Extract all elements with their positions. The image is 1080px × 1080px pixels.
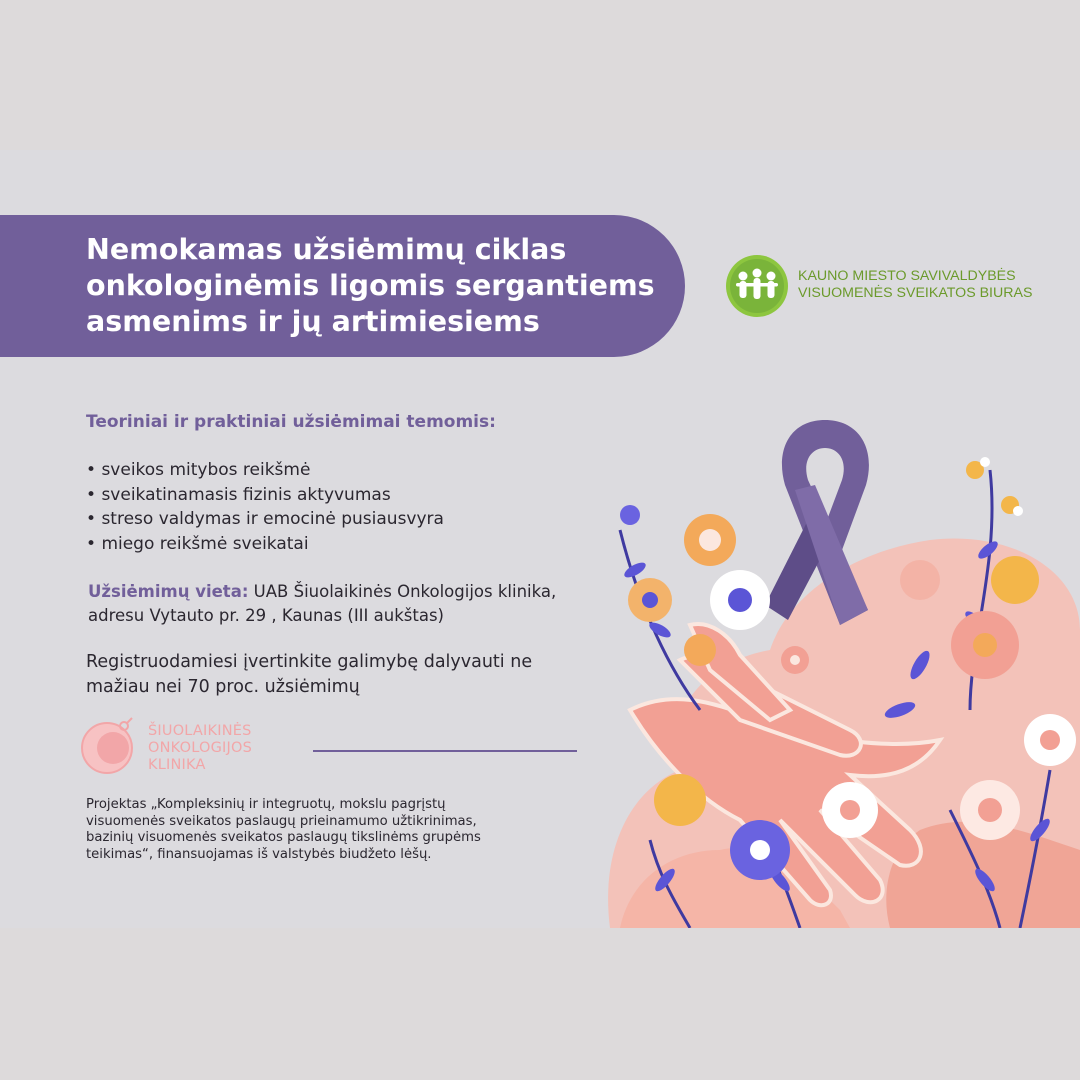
venue-info: [88, 580, 588, 628]
clinic-logo-line1: ŠIUOLAIKINĖS: [148, 723, 252, 739]
clinic-logo-icon: [80, 717, 142, 775]
clinic-logo-text: [148, 723, 252, 774]
list-item: • sveikos mitybos reikšmė: [86, 458, 444, 483]
kmsvb-logo-line2: VISUOMENĖS SVEIKATOS BIURAS: [798, 285, 1033, 301]
kmsvb-logo: [726, 255, 1066, 317]
registration-note: Registruodamiesi įvertinkite galimybę dalyvauti ne mažiau nei 70 proc. užsiėmimų: [86, 652, 533, 697]
kmsvb-logo-line1: KAUNO MIESTO SAVIVALDYBĖS: [798, 268, 1016, 284]
venue-line2: adresu Vytauto pr. 29 , Kaunas (III aukštas): [88, 606, 444, 625]
clinic-logo-line3: KLINIKA: [148, 757, 206, 773]
topics-heading: Teoriniai ir praktiniai užsiėmimai temomis:: [86, 412, 496, 432]
divider: [313, 750, 577, 752]
page-title: Nemokamas užsiėmimų ciklas onkologinėmis ligomis sergantiems asmenims ir jų artimiesiems: [86, 233, 655, 338]
clinic-logo-line2: ONKOLOGIJOS: [148, 740, 252, 756]
venue-label: Užsiėmimų vieta:: [88, 582, 249, 601]
funding-note: Projektas „Kompleksinių ir integruotų, mokslu pagrįstų visuomenės sveikatos paslaugų prieinamumo užtikrinimas, bazinių visuomenės sveikatos paslaugų tikslinėms grupėms teikimas“, finansuojamas iš valstybės biudžeto lėšų.: [86, 797, 481, 862]
list-item: • sveikatinamasis fizinis aktyvumas: [86, 483, 444, 508]
clinic-logo: [80, 717, 280, 777]
list-item: • streso valdymas ir emocinė pusiausvyra: [86, 507, 444, 532]
topics-list: [86, 458, 444, 556]
awareness-ribbon-hand-flowers-illustration: [590, 410, 1080, 928]
venue-line1: UAB Šiuolaikinės Onkologijos klinika,: [248, 582, 557, 601]
kmsvb-logo-text: [798, 268, 1032, 302]
people-in-circle-logo-icon: [726, 255, 788, 317]
list-item: • miego reikšmė sveikatai: [86, 532, 444, 557]
